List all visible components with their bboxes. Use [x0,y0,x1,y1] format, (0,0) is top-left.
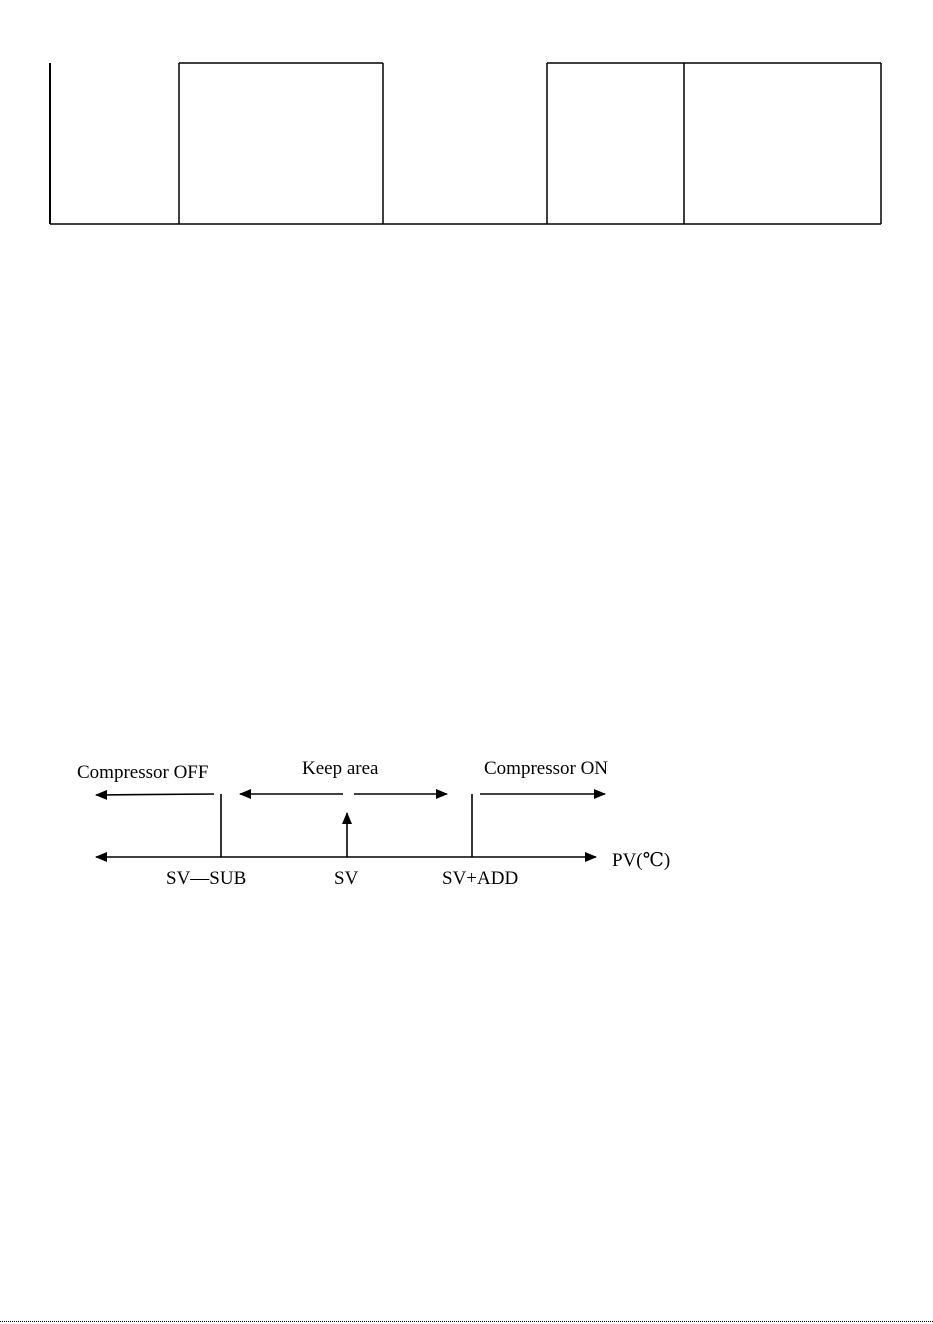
label-pv-axis: PV(℃) [612,850,671,871]
label-sv-add: SV+ADD [442,868,519,889]
label-compressor-off: Compressor OFF [77,762,209,783]
arrow-compressor-off [96,794,214,795]
label-sv-sub: SV—SUB [166,868,247,889]
page-bottom-rule [0,1321,933,1322]
label-keep-area: Keep area [302,758,379,779]
label-compressor-on: Compressor ON [484,758,609,779]
label-sv: SV [334,868,359,889]
